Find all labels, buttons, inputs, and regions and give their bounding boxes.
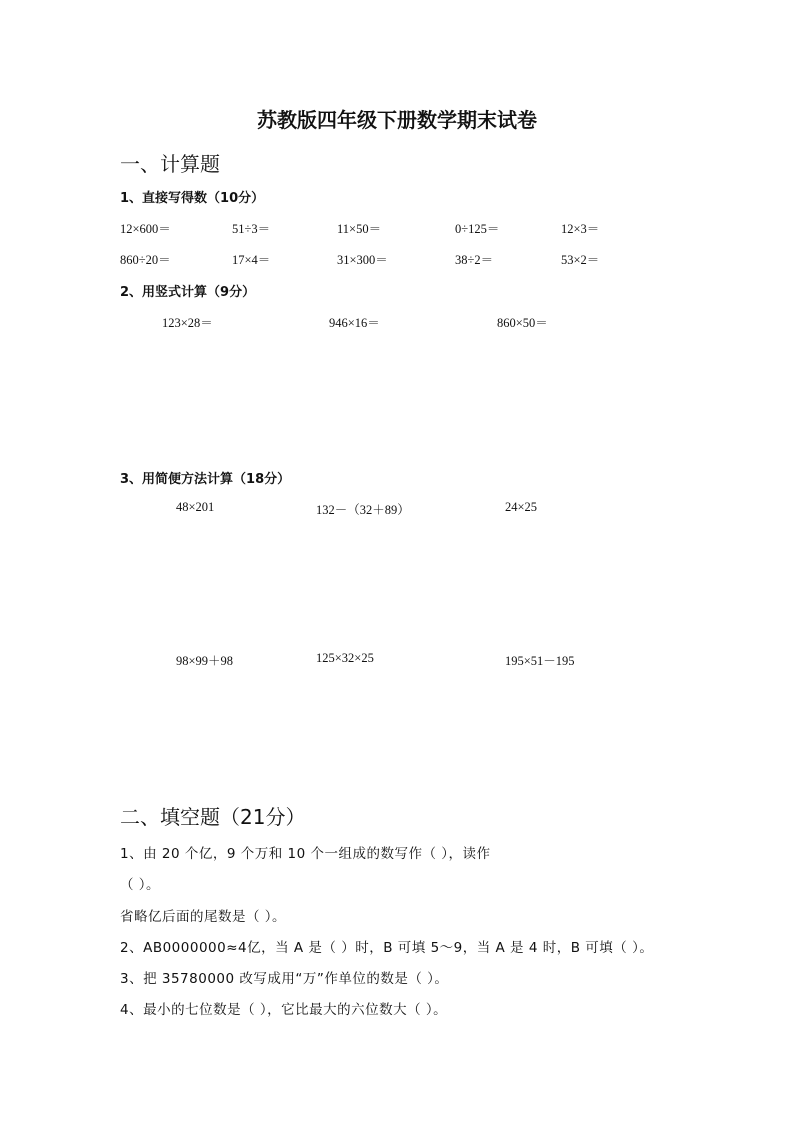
q3-expr: 24×25: [505, 500, 538, 514]
q1-expr: 12×3＝: [561, 222, 600, 236]
q3-expr: 195×51－195: [505, 654, 575, 668]
q3-expr: 98×99＋98: [176, 654, 234, 668]
fill-blank-line: 1、由 20 个亿，9 个万和 10 个一组成的数写作（ ），读作: [120, 846, 491, 862]
q1-expr: 860÷20＝: [120, 253, 171, 267]
section-2-heading: 二、填空题（21分）: [120, 805, 306, 829]
q1-expr: 53×2＝: [561, 253, 600, 267]
q2-expr: 946×16＝: [329, 316, 380, 330]
q2-expr: 123×28＝: [162, 316, 213, 330]
q3-expr: 48×201: [176, 500, 215, 514]
q3-expr: 125×32×25: [316, 651, 374, 665]
fill-blank-line: 3、把 35780000 改写成用“万”作单位的数是（ ）。: [120, 971, 449, 987]
fill-blank-line: （ ）。: [120, 877, 161, 893]
q1-expr: 11×50＝: [337, 222, 382, 236]
q3-expr: 132－（32＋89）: [316, 503, 410, 517]
q1-expr: 51÷3＝: [232, 222, 271, 236]
q1-expr: 38÷2＝: [455, 253, 494, 267]
section-1-heading: 一、计算题: [120, 152, 220, 176]
q1-expr: 17×4＝: [232, 253, 271, 267]
q2-expr: 860×50＝: [497, 316, 548, 330]
q1-expr: 12×600＝: [120, 222, 171, 236]
fill-blank-line: 2、AB0000000≈4亿，当 A 是（ ）时，B 可填 5～9，当 A 是 4 时，B 可填（ ）。: [120, 940, 654, 956]
fill-blank-line: 省略亿后面的尾数是（ ）。: [120, 909, 287, 925]
q1-expr: 31×300＝: [337, 253, 388, 267]
q2-heading: 2、用竖式计算（9分）: [120, 285, 256, 300]
page-title: 苏教版四年级下册数学期末试卷: [257, 108, 537, 132]
q3-heading: 3、用简便方法计算（18分）: [120, 472, 291, 487]
q1-heading: 1、直接写得数（10分）: [120, 191, 265, 206]
fill-blank-line: 4、最小的七位数是（ ），它比最大的六位数大（ ）。: [120, 1002, 448, 1018]
q1-expr: 0÷125＝: [455, 222, 500, 236]
